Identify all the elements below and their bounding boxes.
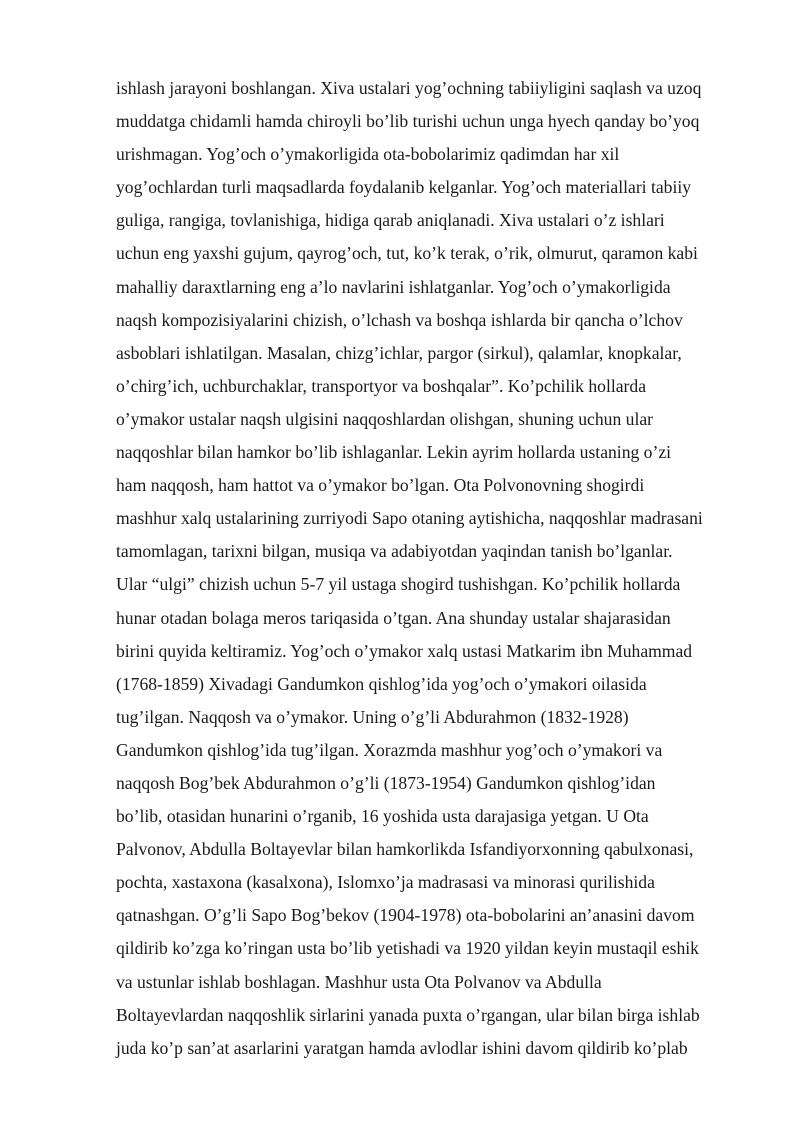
text-line: pochta, xastaxona (kasalxona), Islomxo’ja madrasasi va minorasi qurilishida bbox=[116, 872, 655, 893]
text-line: o’ymakor ustalar naqsh ulgisini naqqoshlardan olishgan, shuning uchun ular bbox=[116, 408, 654, 429]
text-line: mahalliy daraxtlarning eng a’lo navlarini ishlatganlar. Yog’och o’ymakorligida bbox=[116, 276, 671, 297]
text-line: ham naqqosh, ham hattot va o’ymakor bo’lgan. Ota Polvonovning shogirdi bbox=[116, 475, 645, 496]
text-line: tamomlagan, tarixni bilgan, musiqa va adabiyotdan yaqindan tanish bo’lganlar. bbox=[116, 541, 673, 562]
text-line: yog’ochlardan turli maqsadlarda foydalanib kelganlar. Yog’och materiallari tabiiy bbox=[116, 177, 692, 198]
text-line: muddatga chidamli hamda chiroyli bo’lib turishi uchun unga hyech qanday bo’yoq bbox=[116, 111, 700, 132]
text-line: Gandumkon qishlog’ida tug’ilgan. Xorazmda mashhur yog’och o’ymakori va bbox=[116, 739, 663, 760]
text-line: o’chirg’ich, uchburchaklar, transportyor va boshqalar”. Ko’pchilik hollarda bbox=[116, 375, 647, 396]
text-line: ishlash jarayoni boshlangan. Xiva ustalari yog’ochning tabiiyligini saqlash va uzoq bbox=[116, 78, 702, 98]
body-text bbox=[116, 72, 746, 1065]
text-line: (1768-1859) Xivadagi Gandumkon qishlog’ida yog’och o’ymakori oilasida bbox=[116, 673, 647, 694]
text-line: bo’lib, otasidan hunarini o’rganib, 16 yoshida usta darajasiga yetgan. U Ota bbox=[116, 806, 649, 827]
text-line: Ular “ulgi” chizish uchun 5-7 yil ustaga shogird tushishgan. Ko’pchilik hollarda bbox=[116, 574, 681, 595]
text-line: va ustunlar ishlab boshlagan. Mashhur usta Ota Polvanov va Abdulla bbox=[116, 971, 602, 992]
text-line: qatnashgan. O’g’li Sapo Bog’bekov (1904-1978) ota-bobolarini an’anasini davom bbox=[116, 905, 695, 926]
text-line: hunar otadan bolaga meros tariqasida o’tgan. Ana shunday ustalar shajarasidan bbox=[116, 607, 671, 628]
text-line: Boltayevlardan naqqoshlik sirlarini yanada puxta o’rgangan, ular bilan birga ishlab bbox=[116, 1004, 700, 1025]
text-line: guliga, rangiga, tovlanishiga, hidiga qarab aniqlanadi. Xiva ustalari o’z ishlari bbox=[116, 210, 665, 231]
text-line: naqsh kompozisiyalarini chizish, o’lchash va boshqa ishlarda bir qancha o’lchov bbox=[116, 309, 683, 330]
text-line: qildirib ko’zga ko’ringan usta bo’lib yetishadi va 1920 yildan keyin mustaqil eshik bbox=[116, 938, 699, 959]
text-line: juda ko’p san’at asarlarini yaratgan hamda avlodlar ishini davom qildirib ko’plab bbox=[116, 1037, 688, 1058]
text-line: asboblari ishlatilgan. Masalan, chizg’ichlar, pargor (sirkul), qalamlar, knopkalar, bbox=[116, 342, 682, 363]
text-line: mashhur xalq ustalarining zurriyodi Sapo otaning aytishicha, naqqoshlar madrasani bbox=[116, 508, 703, 529]
text-line: naqqosh Bog’bek Abdurahmon o’g’li (1873-1954) Gandumkon qishlog’idan bbox=[116, 772, 656, 793]
text-line: birini quyida keltiramiz. Yog’och o’ymakor xalq ustasi Matkarim ibn Muhammad bbox=[116, 640, 693, 661]
text-line: urishmagan. Yog’och o’ymakorligida ota-bobolarimiz qadimdan har xil bbox=[116, 144, 620, 165]
text-line: uchun eng yaxshi gujum, qayrog’och, tut, ko’k terak, o’rik, olmurut, qaramon kabi bbox=[116, 243, 698, 264]
text-line: tug’ilgan. Naqqosh va o’ymakor. Uning o’g’li Abdurahmon (1832-1928) bbox=[116, 706, 629, 727]
text-line: naqqoshlar bilan hamkor bo’lib ishlaganlar. Lekin ayrim hollarda ustaning o’zi bbox=[116, 442, 672, 463]
text-line: Palvonov, Abdulla Boltayevlar bilan hamkorlikda Isfandiyorxonning qabulxonasi, bbox=[116, 839, 694, 860]
